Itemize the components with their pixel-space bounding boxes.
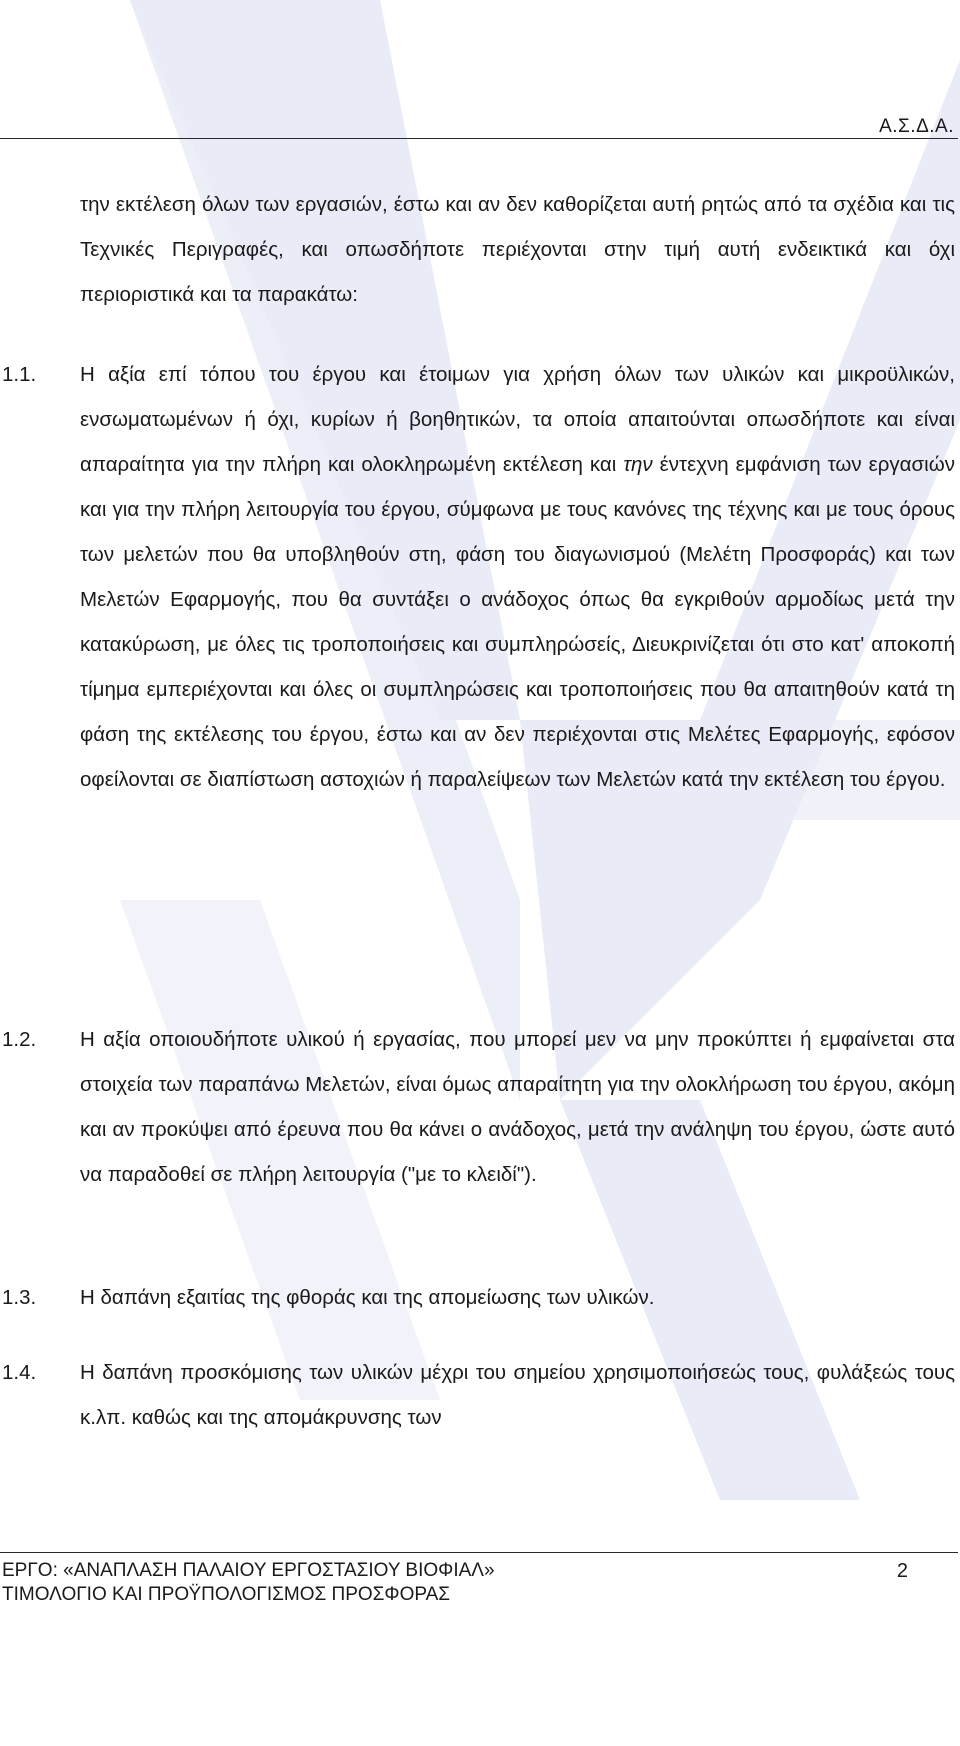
- item-number-1-4: 1.4.: [2, 1361, 37, 1384]
- footer-project-title: ΕΡΓΟ: «ΑΝΑΠΛΑΣΗ ΠΑΛΑΙΟΥ ΕΡΓΟΣΤΑΣΙΟΥ ΒΙΟΦΙΑΛ»: [2, 1560, 495, 1581]
- item-text-1-3: Η δαπάνη εξαιτίας της φθοράς και της απομείωσης των υλικών.: [80, 1286, 655, 1309]
- page-number: 2: [896, 1560, 908, 1582]
- item-text-1-1-part-a: Η αξία επί τόπου του έργου και έτοιμων για χρήση όλων των υλικών και μικροϋλικών, ενσωματωμένων ή όχι, κυρίων ή βοηθητικών, τα οποία απαιτούνται οπωσδήποτε και είναι απαραίτητα για την πλήρη και ολοκληρωμένη εκτέλεση και: [80, 363, 955, 476]
- intro-paragraph: την εκτέλεση όλων των εργασιών, έστω και αν δεν καθορίζεται αυτή ρητώς από τα σχέδια και τις Τεχνικές Περιγραφές, και οπωσδήποτε περιέχονται στην τιμή αυτή ενδεικτικά και όχι περιοριστικά και τα παρακάτω:: [80, 193, 955, 306]
- item-text-1-1: [80, 352, 955, 802]
- item-number-1-3: 1.3.: [2, 1286, 37, 1309]
- header-rule: [0, 138, 958, 139]
- item-number-1-2: 1.2.: [2, 1028, 37, 1051]
- item-text-1-1-part-b: έντεχνη εμφάνιση των εργασιών και για την πλήρη λειτουργία του έργου, σύμφωνα με τους κανόνες της τέχνης και με τους όρους των μελετών που θα υποβληθούν στη, φάση του διαγωνισμού (Μελέτη Προσφοράς) και των Μελετών Εφαρμογής, που θα συντάξει ο ανάδοχος όπως θα εγκριθούν αρμοδίως μετά την κατακύρωση, με όλες τις τροποποιήσεις και συμπληρώσείς, Διευκρινίζεται ότι στο κατ' αποκοπή τίμημα εμπεριέχονται και όλες οι συμπληρώσεις και τροποποιήσεις που θα απαιτηθούν κατά τη φάση της εκτέλεσης του έργου, έστω και αν δεν περιέχονται στις Μελέτες Εφαρμογής, εφόσον οφείλονται σε διαπίστωση αστοχιών ή παραλείψεων των Μελετών κατά την εκτέλεση του έργου.: [80, 453, 955, 791]
- footer-subtitle: ΤΙΜΟΛΟΓΙΟ ΚΑΙ ΠΡΟΫΠΟΛΟΓΙΣΜΟΣ ΠΡΟΣΦΟΡΑΣ: [2, 1584, 451, 1605]
- footer-rule: [0, 1552, 958, 1553]
- item-number-1-1: 1.1.: [2, 363, 37, 386]
- item-text-1-1-italic: την: [623, 453, 653, 476]
- item-text-1-2: Η αξία οποιουδήποτε υλικού ή εργασίας, που μπορεί μεν να μην προκύπτει ή εμφαίνεται στα στοιχεία των παραπάνω Μελετών, είναι όμως απαραίτητη για την ολοκλήρωση του έργου, ακόμη και αν προκύψει από έρευνα που θα κάνει ο ανάδοχος, μετά την ανάληψη του έργου, ώστε αυτό να παραδοθεί σε πλήρη λειτουργία ("με το κλειδί").: [80, 1028, 955, 1186]
- item-text-1-4: Η δαπάνη προσκόμισης των υλικών μέχρι του σημείου χρησιμοποιήσεώς τους, φυλάξεώς τους κ.λπ. καθώς και της απομάκρυνσης των: [80, 1361, 955, 1429]
- header-code: Α.Σ.Δ.Α.: [879, 116, 954, 137]
